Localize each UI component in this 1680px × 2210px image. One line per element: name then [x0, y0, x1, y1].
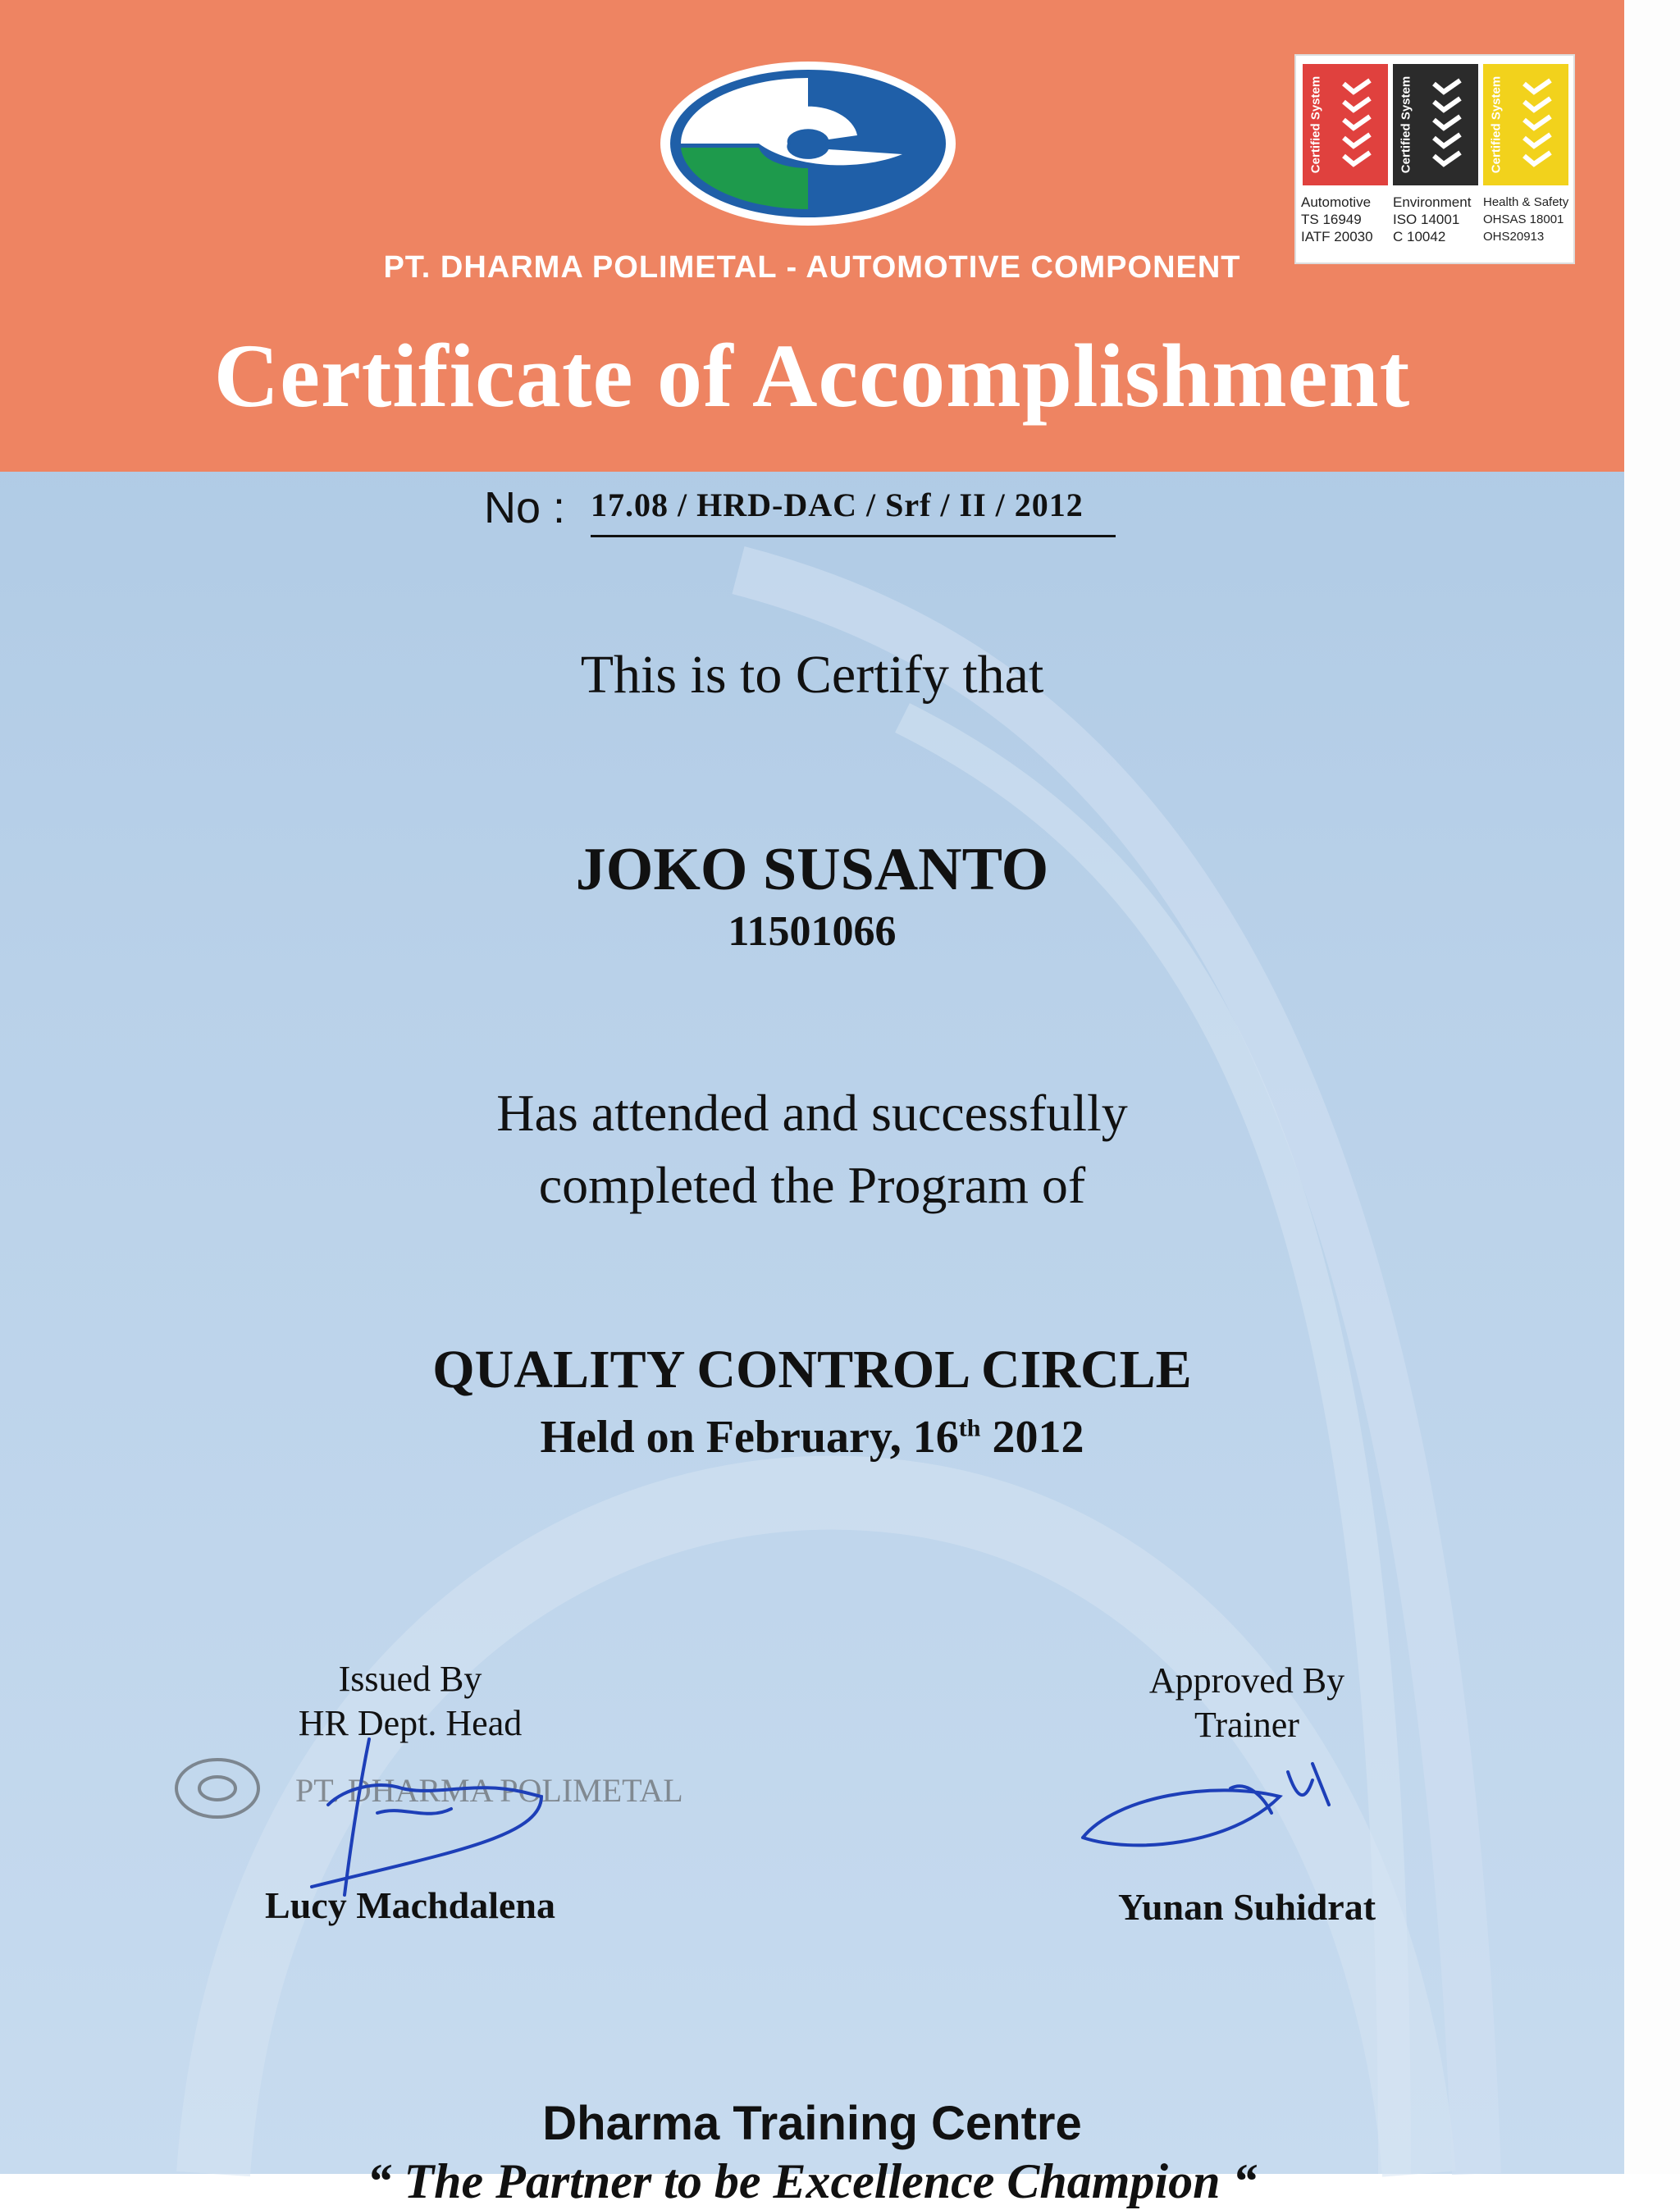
date-year: 2012: [980, 1412, 1084, 1463]
recipient-name: JOKO SUSANTO: [575, 836, 1049, 903]
approved-by-name: Yunan Suhidrat: [1117, 1886, 1376, 1928]
footer-slogan: “ The Partner to be Excellence Champion “: [367, 2154, 1258, 2208]
certify-intro: This is to Certify that: [580, 645, 1044, 705]
caption-line: Automotive: [1301, 194, 1372, 210]
badge-health-safety: [1483, 64, 1568, 185]
badge-automotive: [1303, 64, 1388, 185]
check-marks-icon: [1516, 77, 1562, 176]
caption-line: IATF 20030: [1301, 229, 1373, 244]
badge-caption-environment: [1393, 194, 1485, 245]
approved-by-label: Approved By: [1148, 1660, 1345, 1701]
badge-label: Certified System: [1308, 75, 1323, 174]
check-marks-icon: [1426, 77, 1472, 176]
approved-by-role: Trainer: [1194, 1705, 1299, 1745]
badge-caption-automotive: [1301, 194, 1393, 245]
stamp-text: PT. DHARMA POLIMETAL: [295, 1772, 683, 1809]
signature-yunan-icon: [1066, 1747, 1362, 1862]
company-name: PT. DHARMA POLIMETAL - AUTOMOTIVE COMPONENT: [383, 250, 1241, 285]
caption-line: ISO 14001: [1393, 212, 1460, 227]
footer-title: Dharma Training Centre: [542, 2097, 1082, 2150]
badge-caption-health-safety: [1483, 194, 1575, 245]
caption-line: TS 16949: [1301, 212, 1362, 227]
issued-by-label: Issued By: [338, 1659, 482, 1699]
paper-margin: [1624, 0, 1680, 2174]
date-ordinal: th: [958, 1414, 981, 1442]
issued-by-name: Lucy Machdalena: [265, 1884, 555, 1926]
statement-line-2: completed the Program of: [538, 1156, 1086, 1214]
certification-badges: [1294, 54, 1575, 264]
check-marks-icon: [1335, 77, 1381, 176]
badge-environment: [1393, 64, 1478, 185]
caption-line: OHSAS 18001: [1483, 212, 1564, 226]
certificate-number-value: 17.08 / HRD-DAC / Srf / II / 2012: [591, 486, 1084, 523]
number-underline: [591, 535, 1116, 537]
company-logo-icon: [656, 57, 960, 230]
caption-line: Environment: [1393, 194, 1472, 210]
certificate-number: [484, 476, 1140, 541]
program-date: [0, 1411, 1624, 1463]
program-name: QUALITY CONTROL CIRCLE: [432, 1340, 1192, 1400]
caption-line: C 10042: [1393, 229, 1446, 244]
date-prefix: Held on February, 16: [540, 1412, 959, 1463]
certificate-number-label: No :: [484, 483, 566, 532]
recipient-id: 11501066: [728, 908, 897, 955]
badge-label: Certified System: [1399, 75, 1413, 174]
caption-line: Health & Safety: [1483, 195, 1569, 209]
issued-by-role: HR Dept. Head: [298, 1703, 523, 1743]
caption-line: OHS20913: [1483, 230, 1545, 244]
badge-label: Certified System: [1489, 75, 1504, 174]
statement-line-1: Has attended and successfully: [496, 1084, 1128, 1142]
certificate-header: [0, 0, 1624, 472]
approved-by-block: [1042, 1659, 1452, 1747]
certificate-title: Certificate of Accomplishment: [213, 326, 1411, 426]
